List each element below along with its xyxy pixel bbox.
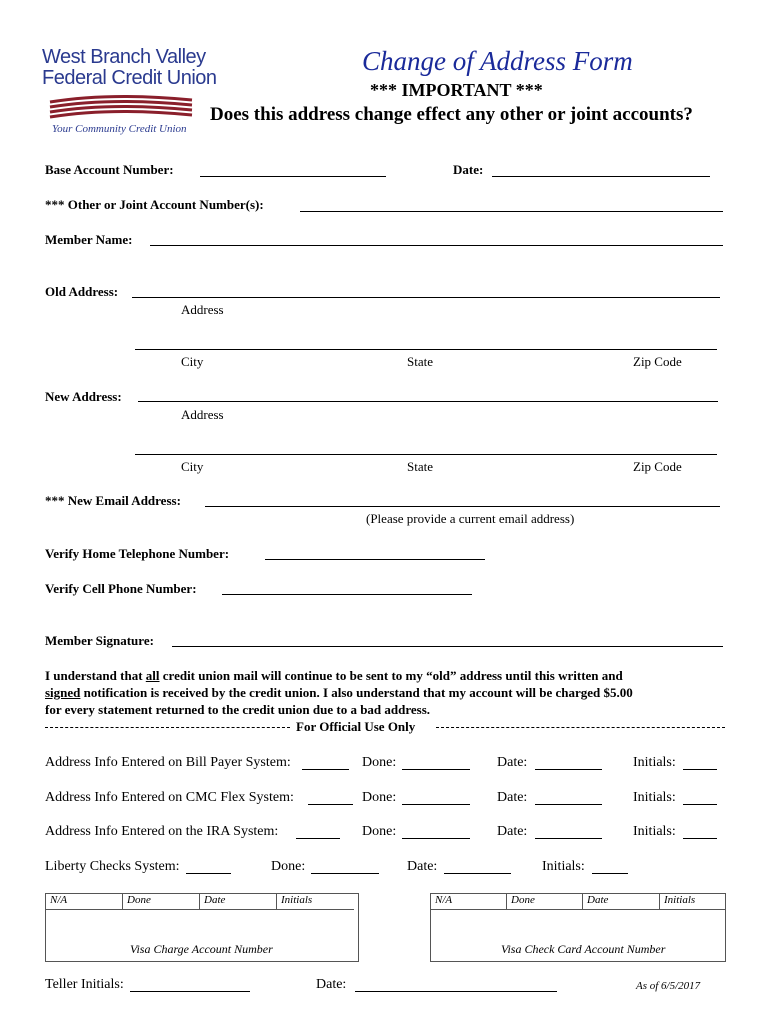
notice-part3: notification is received by the credit union. I also understand that my account will be charged $5.00 [80,685,633,700]
member-name-label: Member Name: [45,232,133,247]
cmc-flex-label: Address Info Entered on CMC Flex System: [45,790,294,805]
home-phone-field[interactable] [265,559,485,560]
notice-signed: signed [45,685,81,700]
box-done-cell: Done [507,894,583,910]
cell-phone-field[interactable] [222,594,472,595]
ira-done-label: Done: [362,824,397,839]
new-address-sublabel: Address [181,407,224,422]
footer-date-field[interactable] [355,991,557,992]
bill-payer-done-label: Done: [362,755,397,770]
cmc-flex-initials-label: Initials: [633,790,676,805]
ira-date-label: Date: [497,824,528,839]
member-name-field[interactable] [150,245,723,246]
old-address-label: Old Address: [45,284,119,299]
form-title: Change of Address Form [362,46,633,76]
footer-date-label: Date: [316,977,347,992]
visa-check-card-box[interactable] [430,893,726,962]
new-zip-sublabel: Zip Code [633,459,682,474]
box-na-cell: N/A [431,894,507,910]
base-account-label: Base Account Number: [45,162,174,177]
ira-done-field[interactable] [402,838,470,839]
version-note: As of 6/5/2017 [636,980,701,992]
logo [42,46,217,136]
liberty-date-field[interactable] [444,873,511,874]
joint-question: Does this address change effect any other or joint accounts? [210,104,693,125]
notice-part2: credit union mail will continue to be sent to my “old” address until this written and [159,668,623,683]
signature-label: Member Signature: [45,633,154,648]
old-address-sublabel: Address [181,302,224,317]
liberty-field[interactable] [186,873,231,874]
old-zip-sublabel: Zip Code [633,354,682,369]
old-state-sublabel: State [407,354,433,369]
old-city-sublabel: City [181,354,204,369]
liberty-date-label: Date: [407,859,438,874]
important-banner: *** IMPORTANT *** [370,80,543,100]
notice-text [45,667,633,718]
bill-payer-field[interactable] [302,769,349,770]
box-initials-cell: Initials [277,894,354,910]
old-address-street-field[interactable] [132,297,720,298]
box-date-cell: Date [583,894,660,910]
official-divider-right [436,727,725,728]
bill-payer-done-field[interactable] [402,769,470,770]
ira-initials-field[interactable] [683,838,717,839]
box-done-cell: Done [123,894,200,910]
date-label: Date: [453,162,484,177]
logo-tagline: Your Community Credit Union [52,123,187,135]
bill-payer-date-field[interactable] [535,769,602,770]
notice-part4: for every statement returned to the credit union due to a bad address. [45,702,431,717]
logo-swoosh-icon [42,92,202,124]
box-initials-cell: Initials [660,894,725,910]
cmc-flex-date-label: Date: [497,790,528,805]
cmc-flex-done-field[interactable] [402,804,470,805]
teller-initials-label: Teller Initials: [45,977,124,992]
liberty-initials-label: Initials: [542,859,585,874]
ira-field[interactable] [296,838,340,839]
new-address-street-field[interactable] [138,401,718,402]
old-address-citystatezip-field[interactable] [135,349,717,350]
home-phone-label: Verify Home Telephone Number: [45,546,230,561]
logo-line1: West Branch Valley [42,46,206,68]
email-label: *** New Email Address: [45,493,181,508]
date-field[interactable] [492,176,710,177]
cmc-flex-done-label: Done: [362,790,397,805]
email-note: (Please provide a current email address) [366,511,575,526]
joint-account-label: *** Other or Joint Account Number(s): [45,197,264,212]
bill-payer-initials-label: Initials: [633,755,676,770]
notice-all: all [145,668,160,683]
joint-account-field[interactable] [300,211,723,212]
logo-line2: Federal Credit Union [42,67,217,89]
visa-charge-box[interactable] [45,893,359,962]
ira-date-field[interactable] [535,838,602,839]
new-state-sublabel: State [407,459,433,474]
box-na-cell: N/A [46,894,123,910]
new-address-citystatezip-field[interactable] [135,454,717,455]
visa-charge-caption: Visa Charge Account Number [130,942,273,956]
ira-label: Address Info Entered on the IRA System: [45,824,279,839]
official-divider-left [45,727,290,728]
box-date-cell: Date [200,894,277,910]
visa-check-card-caption: Visa Check Card Account Number [501,942,666,956]
bill-payer-label: Address Info Entered on Bill Payer System: [45,755,291,770]
liberty-done-field[interactable] [311,873,379,874]
cmc-flex-date-field[interactable] [535,804,602,805]
new-city-sublabel: City [181,459,204,474]
bill-payer-initials-field[interactable] [683,769,717,770]
new-address-label: New Address: [45,389,122,404]
cell-phone-label: Verify Cell Phone Number: [45,581,197,596]
email-field[interactable] [205,506,720,507]
teller-initials-field[interactable] [130,991,250,992]
official-heading: For Official Use Only [296,719,416,734]
liberty-done-label: Done: [271,859,306,874]
notice-part1: I understand that [45,668,146,683]
base-account-field[interactable] [200,176,386,177]
cmc-flex-initials-field[interactable] [683,804,717,805]
ira-initials-label: Initials: [633,824,676,839]
cmc-flex-field[interactable] [308,804,353,805]
signature-field[interactable] [172,646,723,647]
bill-payer-date-label: Date: [497,755,528,770]
liberty-label: Liberty Checks System: [45,859,180,874]
liberty-initials-field[interactable] [592,873,628,874]
